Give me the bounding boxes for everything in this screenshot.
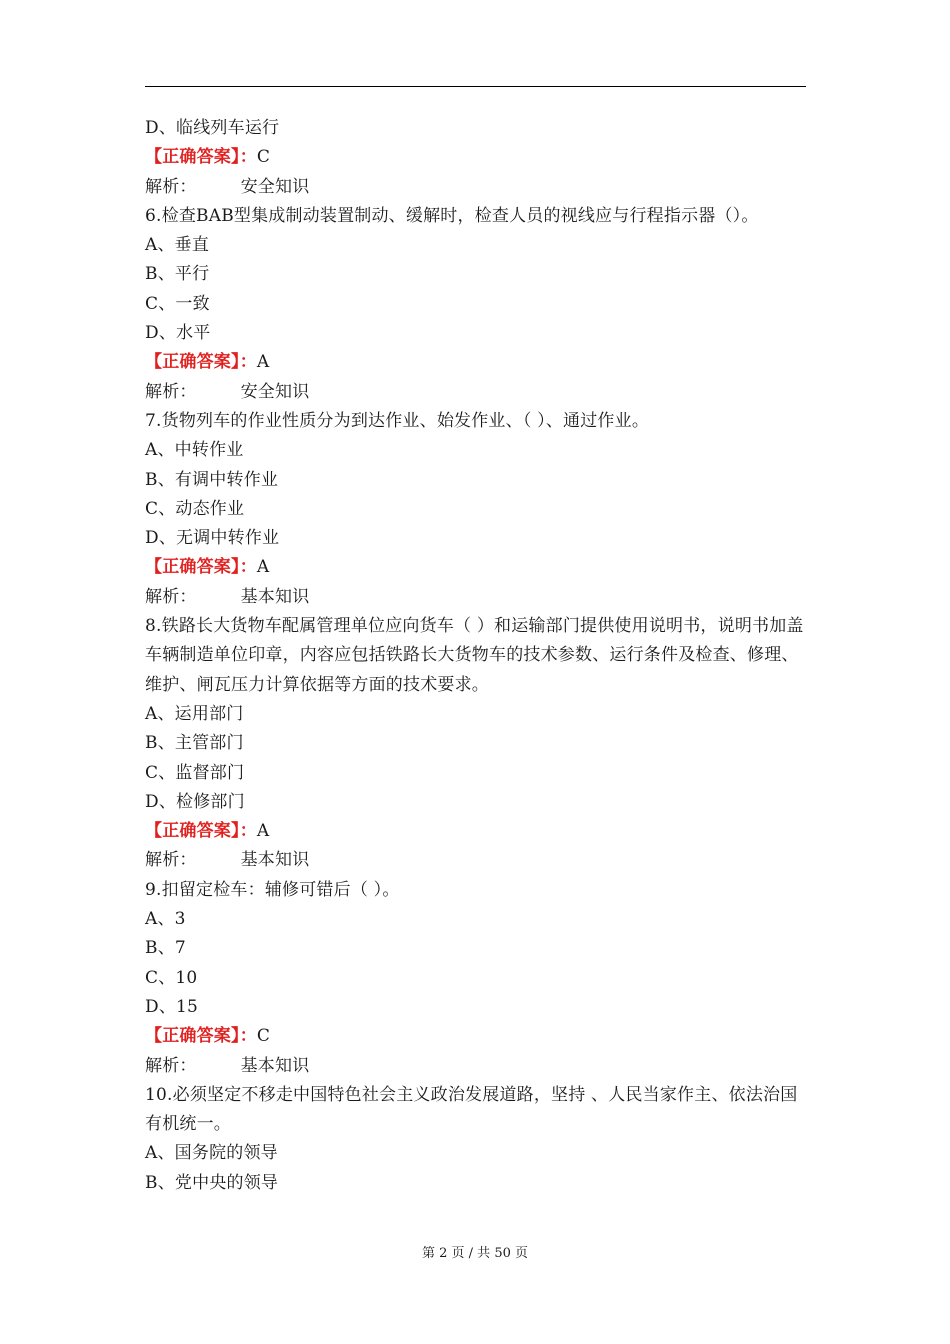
answer-option: D、无调中转作业 — [145, 528, 280, 549]
answer-option: C、监督部门 — [145, 762, 245, 783]
analysis-value: 安全知识 — [240, 381, 310, 402]
answer-option: A、垂直 — [145, 235, 210, 256]
question-text: 6.检查BAB型集成制动装置制动、缓解时，检查人员的视线应与行程指示器（）。 — [145, 205, 759, 226]
correct-answer-value: C — [256, 147, 271, 168]
answer-option: B、党中央的领导 — [145, 1172, 279, 1193]
correct-answer-value: A — [256, 557, 270, 578]
correct-answer-line — [145, 143, 810, 172]
question-text: 7.货物列车的作业性质分为到达作业、始发作业、（ ）、通过作业。 — [145, 410, 650, 431]
answer-option: C、动态作业 — [145, 498, 245, 519]
analysis-line — [145, 173, 810, 202]
page-footer: 第 2 页 / 共 50 页 — [422, 1246, 528, 1261]
answer-option: D、临线列车运行 — [145, 118, 280, 138]
correct-answer-value: C — [256, 1026, 271, 1047]
analysis-label: 解析： — [145, 381, 197, 402]
analysis-value: 安全知识 — [240, 176, 310, 197]
correct-answer-label: 【正确答案】： — [145, 821, 257, 842]
correct-answer-line — [145, 348, 810, 377]
answer-option: A、运用部门 — [145, 703, 244, 724]
answer-option: D、检修部门 — [145, 791, 245, 812]
correct-answer-label: 【正确答案】： — [145, 557, 257, 578]
correct-answer-label: 【正确答案】： — [145, 352, 257, 373]
answer-option: D、水平 — [145, 323, 211, 344]
analysis-line — [145, 846, 810, 875]
question-text: 9.扣留定检车：辅修可错后（ ）。 — [145, 879, 400, 900]
correct-answer-line — [145, 1022, 810, 1051]
analysis-line — [145, 1052, 810, 1081]
analysis-label: 解析： — [145, 850, 197, 871]
analysis-line — [145, 378, 810, 407]
analysis-line — [145, 583, 810, 612]
correct-answer-line — [145, 553, 810, 582]
answer-option: A、3 — [145, 909, 186, 930]
answer-option: B、平行 — [145, 264, 210, 285]
correct-answer-value: A — [256, 821, 270, 842]
analysis-value: 基本知识 — [240, 586, 310, 607]
correct-answer-label: 【正确答案】： — [145, 1026, 257, 1047]
answer-option: A、国务院的领导 — [145, 1143, 278, 1164]
answer-option: D、15 — [145, 996, 199, 1017]
correct-answer-line — [145, 817, 810, 846]
answer-option: B、7 — [145, 938, 186, 959]
correct-answer-label: 【正确答案】： — [145, 147, 257, 168]
header-rule — [145, 86, 806, 87]
correct-answer-value: A — [256, 352, 270, 373]
analysis-value: 基本知识 — [240, 1055, 310, 1076]
analysis-label: 解析： — [145, 586, 197, 607]
analysis-label: 解析： — [145, 176, 197, 197]
question-text: 8.铁路长大货物车配属管理单位应向货车（ ）和运输部门提供使用说明书，说明书加盖车辆制造单位印章，内容应包括铁路长大货物车的技术参数、运行条件及检查、修理、维护、闸瓦压力计算依据等方面的技术要求。 — [145, 616, 804, 695]
question-list — [145, 114, 810, 1198]
analysis-label: 解析： — [145, 1055, 197, 1076]
answer-option: A、中转作业 — [145, 440, 244, 461]
answer-option: C、一致 — [145, 293, 210, 314]
answer-option: C、10 — [145, 967, 198, 988]
answer-option: B、有调中转作业 — [145, 469, 279, 490]
question-text: 10.必须坚定不移走中国特色社会主义政治发展道路，坚持 、人民当家作主、依法治国有机统一。 — [145, 1084, 798, 1135]
answer-option: B、主管部门 — [145, 733, 244, 754]
analysis-value: 基本知识 — [240, 850, 310, 871]
